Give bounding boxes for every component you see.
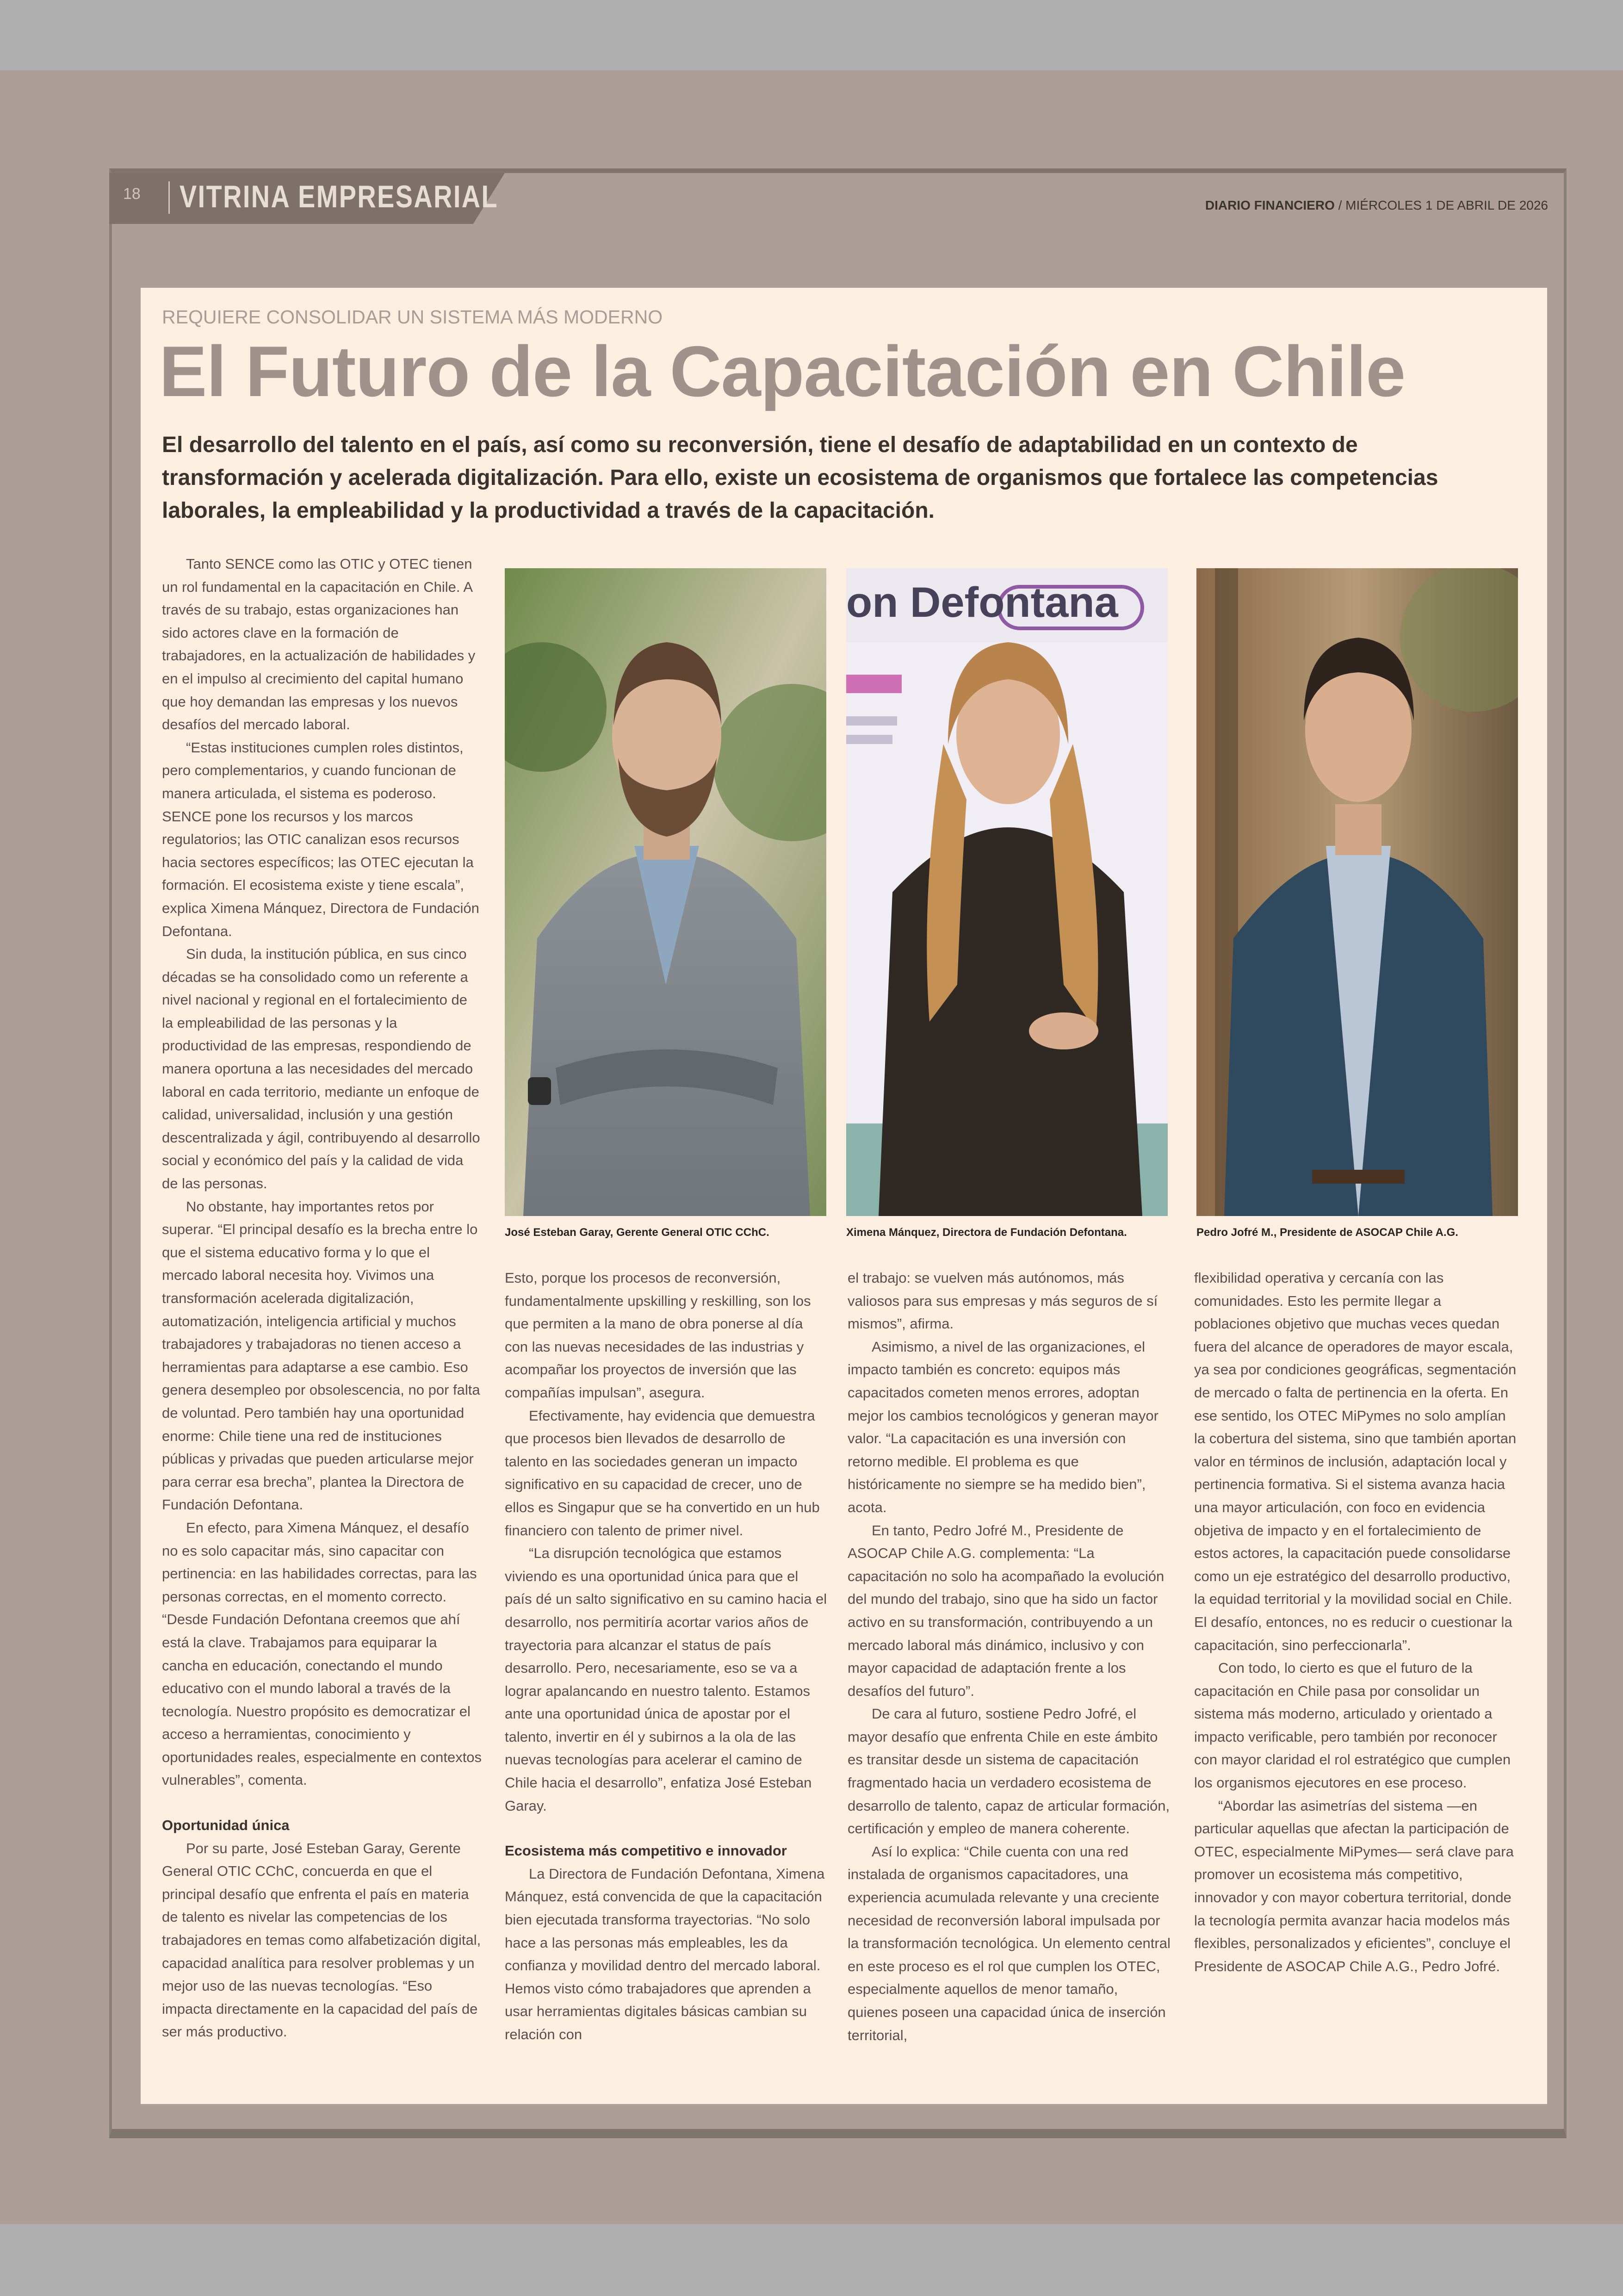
article-lead: El desarrollo del talento en el país, así como su reconversión, tiene el desafío de adaptabilidad en un contexto de transformación y acelerada digitalización. Para ello, existe un ecosistema de organismos que fortalece las competencias laborales, la empleabilidad y la productividad a través de la capacitación. bbox=[162, 433, 1438, 523]
photo-caption-3: Pedro Jofré M., Presidente de ASOCAP Chile A.G. bbox=[1196, 1226, 1458, 1239]
section-title: VITRINA EMPRESARIAL bbox=[180, 179, 499, 214]
photo-caption-2: Ximena Mánquez, Directora de Fundación Defontana. bbox=[846, 1226, 1127, 1239]
portrait-illustration bbox=[846, 568, 1168, 1216]
paragraph: Asimismo, a nivel de las organizaciones, el impacto también es concreto: equipos más capacitados cometen menos errores, adoptan mejor los cambios tecnológicos y generan mayor valor. “La capacitación es una inversión con retorno medible. El problema es que históricamente no siempre se ha medido bien”, acota. bbox=[848, 1338, 1158, 1515]
portrait-illustration bbox=[1196, 568, 1518, 1216]
portrait-illustration bbox=[505, 568, 826, 1216]
publication-date: / MIÉRCOLES 1 DE ABRIL DE 2026 bbox=[1334, 198, 1548, 212]
paragraph: Con todo, lo cierto es que el futuro de la capacitación en Chile pasa por consolidar un sistema más moderno, articulado y orientado a impacto verificable, pero también por reconocer con mayor claridad el rol estratégico que cumplen los organismos ejecutores en ese proceso. bbox=[1194, 1660, 1511, 1791]
photo-ximena-manquez bbox=[846, 568, 1168, 1216]
paragraph: flexibilidad operativa y cercanía con las comunidades. Esto les permite llegar a poblaciones objetivo que muchas veces quedan fuera del alcance de operadores de mayor escala, ya sea por condiciones geográficas, segmentación de mercado o falta de pertinencia en la oferta. En ese sentido, los OTEC MiPymes no solo amplían la cobertura del sistema, sino que también aportan valor en términos de inclusión, adaptación local y pertinencia formativa. Si el sistema avanza hacia una mayor articulación, con foco en evidencia objetiva de impacto y en el fortalecimiento de estos actores, la capacitación puede consolidarse como un eje estratégico del desarrollo productivo, la equidad territorial y la movilidad social en Chile. El desafío, entonces, no es reducir o cuestionar la capacitación, sino perfeccionarla”. bbox=[1194, 1270, 1517, 1653]
paragraph: En efecto, para Ximena Mánquez, el desafío no es solo capacitar más, sino capacitar con pertinencia: en las habilidades correctas, para las personas correctas, en el momento correcto. “Desde Fundación Defontana creemos que ahí está la clave. Trabajamos para equiparar la cancha en educación, conectando el mundo educativo con el mundo laboral a través de la tecnología. Nuestro propósito es democratizar el acceso a herramientas, conocimiento y oportunidades reales, especialmente en contextos vulnerables”, comenta. bbox=[162, 1519, 482, 1788]
publication-name: DIARIO FINANCIERO bbox=[1205, 198, 1335, 212]
paragraph: “La disrupción tecnológica que estamos viviendo es una oportunidad única para que el país dé un salto significativo en su camino hacia el desarrollo, nos permitiría acortar varios años de trayectoria para alcanzar el status de país desarrollo. Pero, necesariamente, eso se va a lograr apalancando en nuestro talento. Estamos ante una oportunidad única de apostar por el talento, invertir en él y subirnos a la ola de las nuevas tecnologías para acelerar el camino de Chile hacia el desarrollo”, enfatiza José Esteban Garay. bbox=[505, 1545, 827, 1814]
photo-pedro-jofre bbox=[1196, 568, 1518, 1216]
paragraph: Tanto SENCE como las OTIC y OTEC tienen un rol fundamental en la capacitación en Chile. A través de su trabajo, estas organizaciones han sido actores clave en la formación de trabajadores, en la actualización de habilidades y en el impulso al crecimiento del capital humano que hoy demandan las empresas y los nuevos desafíos del mercado laboral. bbox=[162, 556, 476, 733]
article-headline: El Futuro de la Capacitación en Chile bbox=[159, 331, 1406, 411]
photo-caption-1: José Esteban Garay, Gerente General OTIC CChC. bbox=[505, 1226, 769, 1239]
paragraph: Sin duda, la institución pública, en sus cinco décadas se ha consolidado como un referente a nivel nacional y regional en el fortalecimiento de la empleabilidad de las personas y la productividad de las empresas, respondiendo de manera oportuna a las necesidades del mercado laboral en cada territorio, mediante un enfoque de calidad, universalidad, inclusión y una gestión descentralizada y ágil, contribuyendo al desarrollo social y económico del país y la calidad de vida de las personas. bbox=[162, 946, 480, 1192]
paragraph: En tanto, Pedro Jofré M., Presidente de ASOCAP Chile A.G. complementa: “La capacitación no solo ha acompañado la evolución del mundo del trabajo, sino que ha sido un factor activo en su transformación, contribuyendo a un mercado laboral más dinámico, inclusivo y con mayor capacidad de adaptación frente a los desafíos del futuro”. bbox=[848, 1522, 1165, 1699]
page-number: 18 bbox=[123, 185, 141, 203]
paragraph: el trabajo: se vuelven más autónomos, más valiosos para sus empresas y más seguros de sí mismos”, afirma. bbox=[848, 1270, 1158, 1332]
paragraph: Así lo explica: “Chile cuenta con una red instalada de organismos capacitadores, una experiencia acumulada relevante y una creciente necesidad de reconversión laboral impulsada por la transformación tecnológica. Un elemento central en este proceso es el rol que cumplen los OTEC, especialmente aquellos de menor tamaño, quienes poseen una capacidad única de inserción territorial, bbox=[848, 1843, 1171, 2043]
paragraph: Por su parte, José Esteban Garay, Gerente General OTIC CChC, concuerda en que el principal desafío que enfrenta el país en materia de talento es nivelar las competencias de los trabajadores en temas como alfabetización digital, capacidad analítica para resolver problemas y un mejor uso de las nuevas tecnologías. “Eso impacta directamente en la capacidad del país de ser más productivo. bbox=[162, 1840, 481, 2040]
article-column-3 bbox=[848, 1266, 1171, 2047]
photo-jose-esteban-garay bbox=[505, 568, 826, 1216]
banner-text: on Defontana bbox=[846, 579, 1118, 626]
paragraph: “Abordar las asimetrías del sistema —en particular aquellas que afectan la participación de OTEC, especialmente MiPymes— será clave para promover un ecosistema más competitivo, innovador y con mayor cobertura territorial, donde la tecnología permita avanzar hacia modelos más flexibles, personalizados y eficientes”, concluye el Presidente de ASOCAP Chile A.G., Pedro Jofré. bbox=[1194, 1797, 1514, 1974]
paragraph: Esto, porque los procesos de reconversión, fundamentalmente upskilling y reskilling, son los que permiten a la mano de obra ponerse al día con las nuevas necesidades de las industrias y acompañar los proyectos de inversión que las compañías impulsan”, asegura. bbox=[505, 1270, 811, 1401]
dateline bbox=[1205, 198, 1548, 213]
paragraph: De cara al futuro, sostiene Pedro Jofré, el mayor desafío que enfrenta Chile en este ámbito es transitar desde un sistema de capacitación fragmentado hacia un verdadero ecosistema de desarrollo de talento, capaz de articular formación, certificación y empleo de manera coherente. bbox=[848, 1706, 1170, 1837]
subheading: Ecosistema más competitivo e innovador bbox=[505, 1843, 787, 1859]
article-column-4 bbox=[1194, 1266, 1518, 1978]
subheading: Oportunidad única bbox=[162, 1817, 290, 1834]
paragraph: La Directora de Fundación Defontana, Ximena Mánquez, está convencida de que la capacitación bien ejecutada transforma trayectorias. “No solo hace a las personas más empleables, les da confianza y movilidad dentro del mercado laboral. Hemos visto cómo trabajadores que aprenden a usar herramientas digitales básicas cambian su relación con bbox=[505, 1865, 825, 2042]
article-kicker: REQUIERE CONSOLIDAR UN SISTEMA MÁS MODERNO bbox=[162, 306, 663, 328]
article-column-2 bbox=[505, 1266, 829, 2046]
paragraph: No obstante, hay importantes retos por superar. “El principal desafío es la brecha entre lo que el sistema educativo forma y lo que el mercado laboral necesita hoy. Vivimos una transformación acelerada digitalización, automatización, inteligencia artificial y muchos trabajadores y trabajadoras no tienen acceso a herramientas para adaptarse a ese cambio. Eso genera desempleo por obsolescencia, no por falta de voluntad. Pero también hay una oportunidad enorme: Chile tiene una red de instituciones públicas y privadas que pueden articularse mejor para cerrar esa brecha”, plantea la Directora de Fundación Defontana. bbox=[162, 1198, 480, 1513]
page-header bbox=[109, 173, 1567, 224]
article-column-1 bbox=[162, 552, 482, 2043]
tab-divider bbox=[168, 181, 170, 214]
paragraph: “Estas instituciones cumplen roles distintos, pero complementarios, y cuando funcionan de manera articulada, el sistema es poderoso. SENCE pone los recursos y los marcos regulatorios; las OTIC canalizan esos recursos hacia sectores específicos; las OTEC ejecutan la formación. El ecosistema existe y tiene escala”, explica Ximena Mánquez, Directora de Fundación Defontana. bbox=[162, 739, 479, 939]
article-card bbox=[141, 288, 1547, 2104]
paragraph: Efectivamente, hay evidencia que demuestra que procesos bien llevados de desarrollo de talento en las sociedades generan un impacto significativo en su capacidad de crecer, uno de ellos es Singapur que se ha convertido en un hub financiero con talento de primer nivel. bbox=[505, 1407, 820, 1539]
